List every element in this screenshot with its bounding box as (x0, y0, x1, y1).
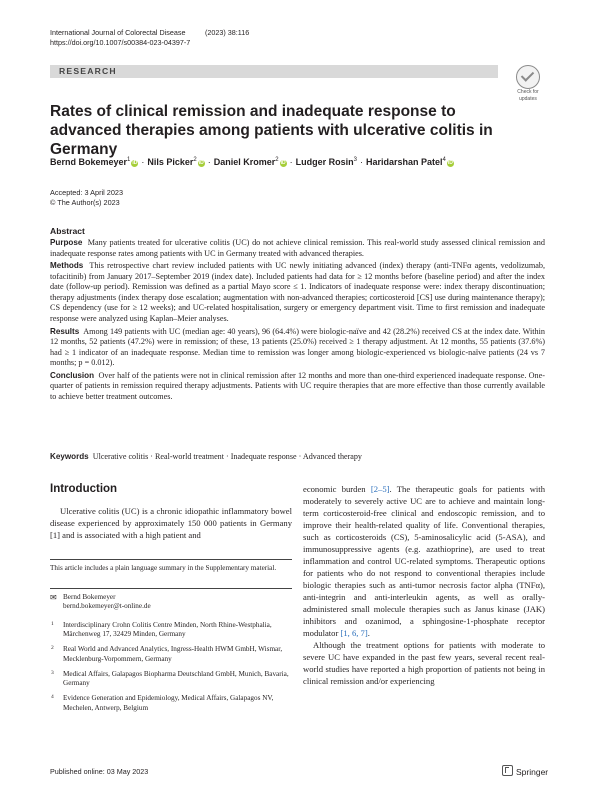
affiliation: 3 Medical Affairs, Galapagos Biopharma Deutschland GmbH, Munich, Bavaria, Germany (51, 669, 289, 688)
publisher-name: Springer (516, 767, 549, 777)
intro-left-column (50, 505, 292, 541)
author[interactable]: Nils Picker$^2$ iD (147, 157, 204, 167)
divider (50, 588, 292, 589)
corr-email[interactable]: bernd.bokemeyer@t-online.de (63, 602, 151, 611)
correspondence (50, 593, 292, 611)
affiliation: 2 Real World and Advanced Analytics, Ingress-Health HWM GmbH, Wismar, Mecklenburg-Vorpommern, Germany (51, 645, 283, 663)
publisher-logo (502, 765, 548, 777)
badge-line1: Check for (517, 89, 539, 95)
orcid-icon[interactable]: iD (280, 160, 286, 166)
journal-volume: (2023) 38:116 (205, 28, 250, 37)
journal-header (50, 28, 250, 47)
intro-paragraph: Although the treatment options for patients with moderate to severe UC have expanded in the past few years, several recent real-world studies have reported a high proportion of patients not being in clinical remission and/or experiencing (303, 640, 545, 686)
article-title: Rates of clinical remission and inadequate response to advanced therapies among patients with ulcerative colitis in Germany (50, 103, 493, 158)
check-for-updates-badge[interactable] (512, 65, 544, 102)
keywords (50, 452, 545, 461)
published-date: Published online: 03 May 2023 (50, 767, 149, 776)
affiliations (50, 621, 292, 719)
intro-paragraph: Ulcerative colitis (UC) is a chronic idiopathic inflammatory bowel disease experienced by approximately 150 000 patients in Germany [1] and is associated with a high patient and (50, 506, 292, 540)
accepted-date: Accepted: 3 April 2023 (50, 188, 124, 197)
intro-heading: Introduction (50, 483, 118, 495)
corr-name: Bernd Bokemeyer (63, 593, 116, 601)
affiliation: 1 Interdisciplinary Crohn Colitis Centre Minden, North Rhine-Westphalia, Märchenweg 17, 32429 Minden, Germany (51, 621, 272, 639)
author[interactable]: Bernd Bokemeyer$^1$ iD (50, 157, 138, 167)
section-label: RESEARCH (59, 66, 117, 76)
citation-link[interactable]: [1, 6, 7] (340, 628, 368, 638)
orcid-icon[interactable]: iD (447, 160, 453, 166)
keywords-label: Keywords (50, 452, 89, 461)
supplementary-note: This article includes a plain language summary in the Supplementary material. (50, 564, 277, 572)
abstract-body (50, 238, 545, 405)
article-dates (50, 188, 123, 207)
affiliation: 4 Evidence Generation and Epidemiology, Medical Affairs, Galapagos NV, Mechelen, Antwerp, Belgium (51, 694, 274, 712)
orcid-icon[interactable]: iD (132, 160, 138, 166)
keywords-text: Ulcerative colitis · Real-world treatment · Inadequate response · Advanced therapy (92, 452, 362, 461)
abstract-results: Results Among 149 patients with UC (median age: 40 years), 96 (64.4%) were biologic-naïve and 42 (28.2%) received CS at the index date. Within 12 months, 52 patients (47.2%) were in remission; of these, 13 patients (25.0%) received ≥ 1 therapy adjustment. At 12 months, 55 patients (37.6%) had ≥ 1 indicator of an inadequate response. Median time to remission was longer among biologic-experienced vs biologic-naïve patients (24 vs 7 months; p = 0.012). (50, 326, 545, 368)
copyright-line: © The Author(s) 2023 (50, 197, 120, 207)
author[interactable]: Ludger Rosin$^3$ (295, 157, 357, 167)
envelope-icon: ✉ (50, 593, 57, 602)
abstract-methods: Methods This retrospective chart review included patients with UC newly initiating advanced (index) therapy (anti-TNFα agents, vedolizumab, tofacitinib) from January 2017–September 2019 (index date). Included patients had data for ≥ 12 months before (baseline period) and after the index date (follow-up period). Remission was defined as a partial Mayo score ≤ 1. Indicators of inadequate response were: index therapy discontinuation; therapy adjustments (index therapy dose escalation; augmentation with non-advanced therapies; corticosteroid [CS] use during maintenance therapy); CS dependency (use for ≥ 12 weeks); and UC-related hospitalisation, surgery or emergency department visit. Time to first remission and inadequate response were analyzed using Kaplan–Meier analyses. (50, 261, 546, 323)
orcid-icon[interactable]: iD (198, 160, 204, 166)
section-bar (50, 65, 498, 78)
author[interactable]: Haridarshan Patel$^4$ iD (365, 157, 453, 167)
abstract-heading: Abstract (50, 226, 85, 236)
badge-line2: updates (519, 95, 537, 102)
citation-link[interactable]: [2–5] (370, 484, 390, 494)
intro-right-column (303, 483, 545, 687)
author-list: Bernd Bokemeyer$^1$ iD · Nils Picker$^2$ iD · Daniel Kromer$^2$ iD · Ludger Rosin$^3$ · Haridarshan Patel$^4$ iD (50, 157, 453, 167)
divider (50, 559, 292, 560)
abstract-conclusion: Conclusion Over half of the patients were not in clinical remission after 12 months and more than one-third experienced inadequate response. One-quarter of patients in remission required therapy adjustments. Patients with UC require therapies that are more effective than those currently available to achieve better treatment outcomes. (50, 370, 546, 401)
abstract-purpose: Purpose Many patients treated for ulcerative colitis (UC) do not achieve clinical remission. This real-world study assessed clinical remission and inadequate response rates among patients with UC in Germany treated with advanced therapies. (50, 238, 545, 258)
check-updates-icon (516, 65, 540, 89)
journal-name: International Journal of Colorectal Disease (50, 28, 186, 37)
intro-paragraph: economic burden [2–5]. The therapeutic goals for patients with moderately to severely active UC are to achieve and maintain long-term corticosteroid-free clinical and endoscopic remission, and to improve their health-related quality of life. Conventional therapies, such as corticosteroids (CS), 5-aminosalicylic acid (5-ASA), and immunosuppressive agents (e.g. azathioprine), are used to treat inflammation and control UC-related symptoms. Therapeutic options for patients who do not respond to conventional therapies include biologic therapies such as anti-tumor necrosis factor alpha (TNFα), anti-integrin and anti-interleukin agents, as well as orally-administered small molecule therapies such as Janus kinase (JAK) inhibitors and ozanimod, a sphingosine-1-phosphate receptor modulator [1, 6, 7]. (303, 484, 545, 638)
springer-horse-icon (502, 765, 513, 776)
author[interactable]: Daniel Kromer$^2$ iD (213, 157, 286, 167)
doi-link[interactable]: https://doi.org/10.1007/s00384-023-04397-7 (50, 37, 191, 47)
